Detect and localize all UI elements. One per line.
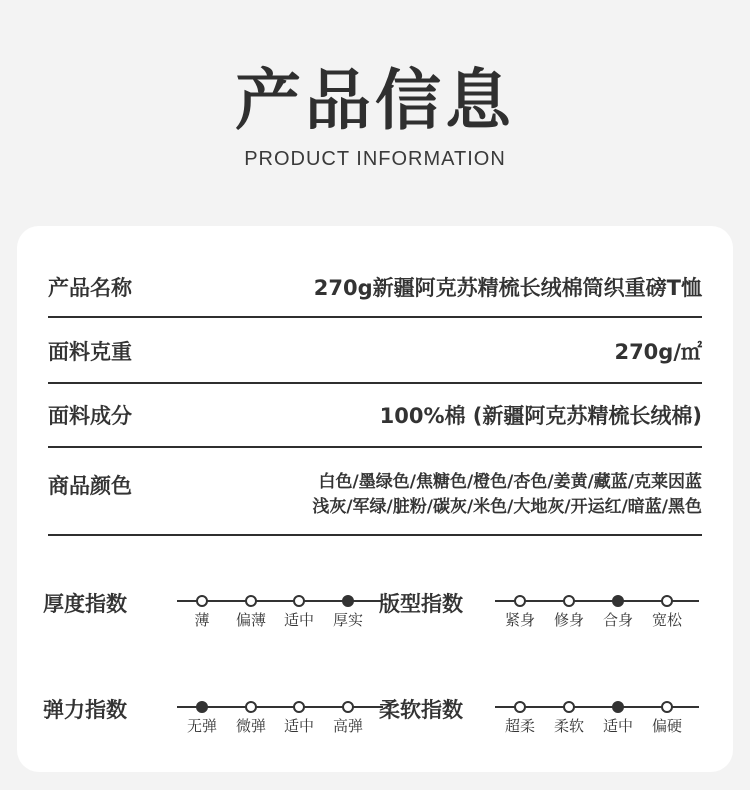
scale-dot-selected: [342, 595, 354, 607]
scale-option-label: 柔软: [553, 717, 585, 735]
scale-dot-selected: [196, 701, 208, 713]
color-list-line-2: 浅灰/军绿/脏粉/碳灰/米色/大地灰/开运红/暗蓝/黑色: [312, 497, 702, 517]
info-label: 面料成分: [48, 404, 132, 428]
scale-dot: [661, 701, 673, 713]
product-info-card: [17, 226, 733, 772]
scale-dot: [245, 701, 257, 713]
scale-option-label: 修身: [553, 611, 585, 629]
scale-option-label: 合身: [602, 611, 634, 629]
scale-name: 厚度指数: [43, 592, 127, 616]
scale-dot: [563, 595, 575, 607]
info-row-fabric-weight: [48, 318, 702, 384]
scale-dot: [293, 595, 305, 607]
scale-dot: [196, 595, 208, 607]
scale-option-label: 厚实: [332, 611, 364, 629]
scale-dot: [293, 701, 305, 713]
fit-index-scale: [379, 588, 699, 638]
info-row-fabric-composition: [48, 384, 702, 448]
info-value: [312, 470, 702, 520]
info-row-product-name: [48, 266, 702, 318]
elasticity-index-scale: [43, 694, 383, 744]
info-row-colors: [48, 448, 702, 536]
scale-dot: [514, 701, 526, 713]
scale-dot-selected: [612, 701, 624, 713]
scale-dot: [661, 595, 673, 607]
scale-name: 版型指数: [379, 592, 463, 616]
scale-dot: [514, 595, 526, 607]
scale-option-label: 适中: [602, 717, 634, 735]
thickness-index-scale: [43, 588, 383, 638]
page-subtitle: PRODUCT INFORMATION: [244, 148, 506, 170]
scale-option-label: 微弹: [235, 717, 267, 735]
scale-option-label: 紧身: [504, 611, 536, 629]
info-value: 270g/㎡: [614, 340, 702, 364]
info-label: 产品名称: [48, 276, 132, 300]
softness-index-scale: [379, 694, 699, 744]
scale-name: 弹力指数: [43, 698, 127, 722]
info-label: 商品颜色: [48, 474, 132, 498]
scale-option-label: 超柔: [504, 717, 536, 735]
info-value: 270g新疆阿克苏精梳长绒棉筒织重磅T恤: [313, 276, 702, 300]
scale-dot: [563, 701, 575, 713]
scale-option-label: 偏硬: [651, 717, 683, 735]
scale-option-label: 无弹: [186, 717, 218, 735]
info-value: 100%棉 (新疆阿克苏精梳长绒棉): [379, 404, 702, 428]
scale-name: 柔软指数: [379, 698, 463, 722]
info-label: 面料克重: [48, 340, 132, 364]
scale-dot: [342, 701, 354, 713]
scale-dot: [245, 595, 257, 607]
page-header: [0, 62, 750, 171]
scale-option-label: 高弹: [332, 717, 364, 735]
scale-option-label: 适中: [283, 611, 315, 629]
scale-option-label: 宽松: [651, 611, 683, 629]
scale-option-label: 薄: [194, 611, 210, 629]
page-title: 产品信息: [235, 62, 515, 139]
scale-option-label: 偏薄: [235, 611, 267, 629]
scale-option-label: 适中: [283, 717, 315, 735]
scale-dot-selected: [612, 595, 624, 607]
color-list-line-1: 白色/墨绿色/焦糖色/橙色/杏色/姜黄/藏蓝/克莱因蓝: [318, 472, 702, 492]
